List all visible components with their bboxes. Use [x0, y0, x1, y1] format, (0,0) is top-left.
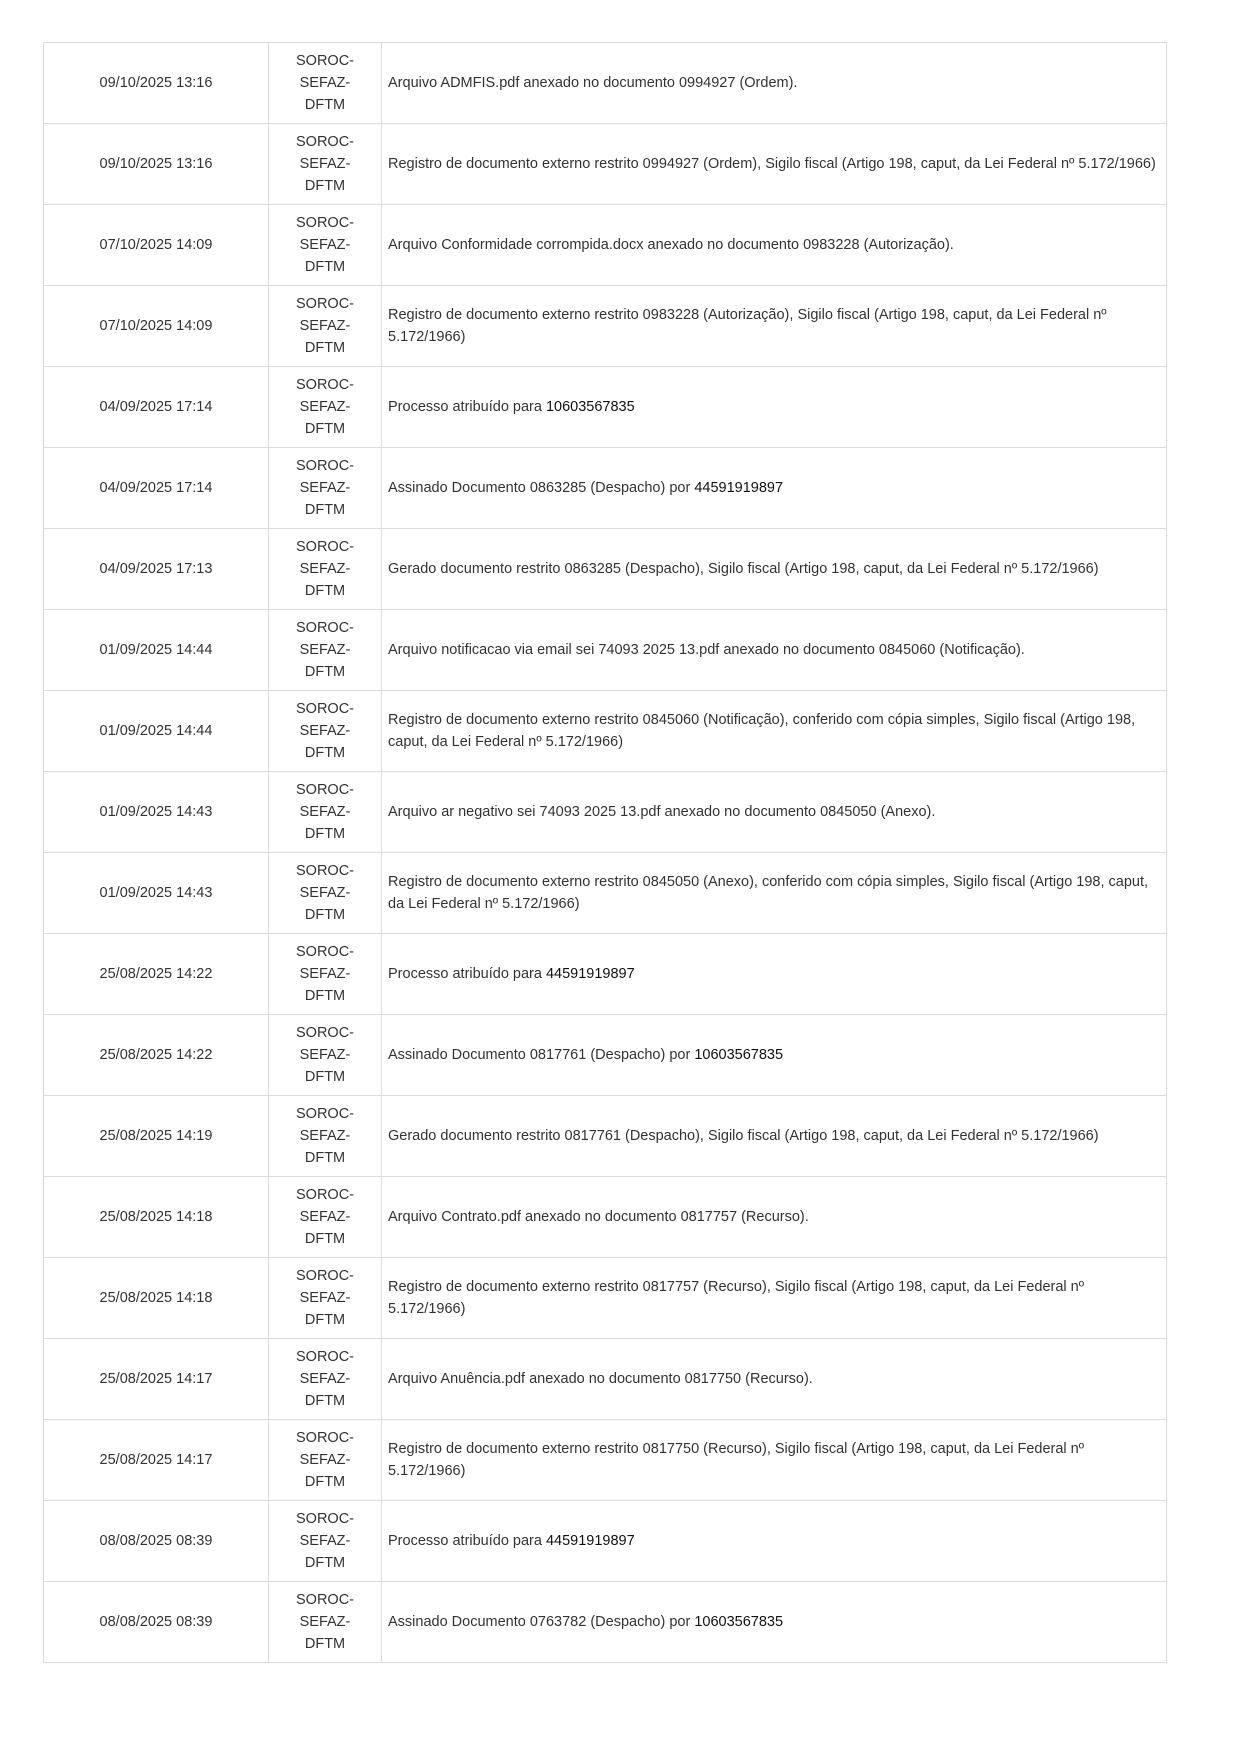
history-date-cell: 08/08/2025 08:39 — [44, 1582, 269, 1663]
history-unit-cell — [269, 1015, 382, 1096]
user-link[interactable]: 44591919897 — [545, 966, 635, 982]
history-unit-cell — [269, 1501, 382, 1582]
unit-line: DFTM — [304, 988, 346, 1004]
history-description-text: Arquivo Anuência.pdf anexado no documento 0817750 (Recurso). — [388, 1371, 813, 1387]
table-row — [44, 1096, 1167, 1177]
history-description-text: Gerado documento restrito 0817761 (Despacho), Sigilo fiscal (Artigo 198, caput, da Lei Federal nº 5.172/1966) — [388, 1128, 1099, 1144]
history-date-cell: 08/08/2025 08:39 — [44, 1501, 269, 1582]
history-description-text: Processo atribuído para — [388, 1533, 546, 1549]
history-date-cell: 25/08/2025 14:17 — [44, 1339, 269, 1420]
unit-line: SEFAZ- — [299, 318, 351, 334]
table-row — [44, 448, 1167, 529]
history-description-text: Registro de documento externo restrito 0983228 (Autorização), Sigilo fiscal (Artigo 198, caput, da Lei Federal nº 5.172/1966) — [388, 307, 1107, 345]
history-description-cell — [382, 934, 1167, 1015]
history-date-cell: 25/08/2025 14:18 — [44, 1177, 269, 1258]
unit-line: SEFAZ- — [299, 1209, 351, 1225]
unit-line: SEFAZ- — [299, 642, 351, 658]
history-description-cell — [382, 691, 1167, 772]
history-description-cell — [382, 529, 1167, 610]
history-description-text: Arquivo Conformidade corrompida.docx anexado no documento 0983228 (Autorização). — [388, 237, 954, 253]
history-description-cell — [382, 853, 1167, 934]
history-description-text: Registro de documento externo restrito 0845060 (Notificação), conferido com cópia simples, Sigilo fiscal (Artigo 198, caput, da Lei Federal nº 5.172/1966) — [388, 712, 1136, 750]
history-unit-cell — [269, 1177, 382, 1258]
history-description-cell — [382, 610, 1167, 691]
unit-line: SEFAZ- — [299, 480, 351, 496]
unit-line: DFTM — [304, 664, 346, 680]
unit-line: SOROC- — [296, 1187, 354, 1203]
unit-line: SEFAZ- — [299, 237, 351, 253]
history-description-text: Gerado documento restrito 0863285 (Despacho), Sigilo fiscal (Artigo 198, caput, da Lei Federal nº 5.172/1966) — [388, 561, 1099, 577]
history-date-cell: 25/08/2025 14:22 — [44, 1015, 269, 1096]
unit-line: SOROC- — [296, 1268, 354, 1284]
table-row — [44, 529, 1167, 610]
unit-line: DFTM — [304, 97, 346, 113]
history-description-cell — [382, 205, 1167, 286]
history-date-cell: 09/10/2025 13:16 — [44, 124, 269, 205]
user-link[interactable]: 10603567835 — [694, 1614, 784, 1630]
table-row — [44, 1015, 1167, 1096]
history-description-text: Assinado Documento 0763782 (Despacho) por — [388, 1614, 695, 1630]
history-unit-cell — [269, 934, 382, 1015]
history-unit-cell — [269, 43, 382, 124]
history-unit-cell — [269, 610, 382, 691]
history-unit-cell — [269, 529, 382, 610]
history-date-cell: 04/09/2025 17:14 — [44, 448, 269, 529]
unit-line: DFTM — [304, 1474, 346, 1490]
table-row — [44, 934, 1167, 1015]
history-description-text: Registro de documento externo restrito 0817757 (Recurso), Sigilo fiscal (Artigo 198, caput, da Lei Federal nº 5.172/1966) — [388, 1279, 1085, 1317]
table-row — [44, 853, 1167, 934]
history-date-cell: 25/08/2025 14:17 — [44, 1420, 269, 1501]
unit-line: SOROC- — [296, 1511, 354, 1527]
table-row — [44, 43, 1167, 124]
history-date-cell: 25/08/2025 14:19 — [44, 1096, 269, 1177]
unit-line: SEFAZ- — [299, 75, 351, 91]
unit-line: DFTM — [304, 259, 346, 275]
history-unit-cell — [269, 1258, 382, 1339]
table-row — [44, 1177, 1167, 1258]
unit-line: SOROC- — [296, 863, 354, 879]
table-row — [44, 610, 1167, 691]
table-row — [44, 1582, 1167, 1663]
history-date-cell: 01/09/2025 14:43 — [44, 772, 269, 853]
unit-line: DFTM — [304, 340, 346, 356]
history-description-text: Processo atribuído para — [388, 966, 546, 982]
history-description-cell — [382, 1582, 1167, 1663]
unit-line: SOROC- — [296, 701, 354, 717]
unit-line: DFTM — [304, 1555, 346, 1571]
history-date-cell: 01/09/2025 14:43 — [44, 853, 269, 934]
unit-line: DFTM — [304, 1069, 346, 1085]
table-row — [44, 1420, 1167, 1501]
history-date-cell: 25/08/2025 14:18 — [44, 1258, 269, 1339]
history-date-cell: 01/09/2025 14:44 — [44, 610, 269, 691]
unit-line: SOROC- — [296, 1349, 354, 1365]
user-link[interactable]: 44591919897 — [545, 1533, 635, 1549]
user-link[interactable]: 10603567835 — [694, 1047, 784, 1063]
history-description-text: Assinado Documento 0863285 (Despacho) por — [388, 480, 695, 496]
unit-line: SOROC- — [296, 458, 354, 474]
table-row — [44, 205, 1167, 286]
unit-line: DFTM — [304, 826, 346, 842]
unit-line: SEFAZ- — [299, 1047, 351, 1063]
history-unit-cell — [269, 1420, 382, 1501]
unit-line: DFTM — [304, 745, 346, 761]
unit-line: SOROC- — [296, 539, 354, 555]
unit-line: SOROC- — [296, 1106, 354, 1122]
history-description-cell — [382, 1258, 1167, 1339]
history-description-cell — [382, 1177, 1167, 1258]
history-description-cell — [382, 1015, 1167, 1096]
history-unit-cell — [269, 124, 382, 205]
history-description-cell — [382, 43, 1167, 124]
history-unit-cell — [269, 367, 382, 448]
unit-line: SEFAZ- — [299, 1371, 351, 1387]
unit-line: SOROC- — [296, 377, 354, 393]
unit-line: SOROC- — [296, 1430, 354, 1446]
unit-line: SOROC- — [296, 782, 354, 798]
unit-line: SOROC- — [296, 944, 354, 960]
history-date-cell: 07/10/2025 14:09 — [44, 205, 269, 286]
history-unit-cell — [269, 286, 382, 367]
table-row — [44, 124, 1167, 205]
history-date-cell: 09/10/2025 13:16 — [44, 43, 269, 124]
history-date-cell: 04/09/2025 17:14 — [44, 367, 269, 448]
unit-line: SOROC- — [296, 134, 354, 150]
history-description-text: Registro de documento externo restrito 0994927 (Ordem), Sigilo fiscal (Artigo 198, caput, da Lei Federal nº 5.172/1966) — [388, 156, 1156, 172]
unit-line: DFTM — [304, 1393, 346, 1409]
history-description-text: Arquivo notificacao via email sei 74093 2025 13.pdf anexado no documento 0845060 (Notificação). — [388, 642, 1025, 658]
history-description-text: Arquivo Contrato.pdf anexado no documento 0817757 (Recurso). — [388, 1209, 809, 1225]
unit-line: SEFAZ- — [299, 966, 351, 982]
history-description-text: Assinado Documento 0817761 (Despacho) por — [388, 1047, 695, 1063]
history-unit-cell — [269, 691, 382, 772]
history-unit-cell — [269, 853, 382, 934]
unit-line: SEFAZ- — [299, 1452, 351, 1468]
history-description-text: Arquivo ar negativo sei 74093 2025 13.pdf anexado no documento 0845050 (Anexo). — [388, 804, 936, 820]
table-row — [44, 772, 1167, 853]
unit-line: SOROC- — [296, 296, 354, 312]
unit-line: SEFAZ- — [299, 1128, 351, 1144]
history-description-cell — [382, 448, 1167, 529]
history-unit-cell — [269, 772, 382, 853]
unit-line: SEFAZ- — [299, 1614, 351, 1630]
unit-line: DFTM — [304, 1636, 346, 1652]
process-history-body — [44, 43, 1167, 1663]
table-row — [44, 691, 1167, 772]
history-date-cell: 04/09/2025 17:13 — [44, 529, 269, 610]
history-description-cell — [382, 1096, 1167, 1177]
process-history-table — [43, 42, 1167, 1663]
history-date-cell: 01/09/2025 14:44 — [44, 691, 269, 772]
history-description-text: Processo atribuído para — [388, 399, 546, 415]
history-date-cell: 07/10/2025 14:09 — [44, 286, 269, 367]
unit-line: SOROC- — [296, 1025, 354, 1041]
history-unit-cell — [269, 205, 382, 286]
history-description-text: Registro de documento externo restrito 0817750 (Recurso), Sigilo fiscal (Artigo 198, caput, da Lei Federal nº 5.172/1966) — [388, 1441, 1085, 1479]
history-unit-cell — [269, 448, 382, 529]
history-description-cell — [382, 772, 1167, 853]
table-row — [44, 367, 1167, 448]
user-link[interactable]: 10603567835 — [545, 399, 635, 415]
unit-line: SOROC- — [296, 53, 354, 69]
history-description-cell — [382, 286, 1167, 367]
history-unit-cell — [269, 1582, 382, 1663]
unit-line: DFTM — [304, 421, 346, 437]
history-description-cell — [382, 367, 1167, 448]
table-row — [44, 1258, 1167, 1339]
unit-line: SEFAZ- — [299, 885, 351, 901]
history-description-cell — [382, 1420, 1167, 1501]
unit-line: SEFAZ- — [299, 561, 351, 577]
history-description-text: Registro de documento externo restrito 0845050 (Anexo), conferido com cópia simples, Sigilo fiscal (Artigo 198, caput, da Lei Federal nº 5.172/1966) — [388, 874, 1149, 912]
history-description-cell — [382, 1339, 1167, 1420]
unit-line: DFTM — [304, 178, 346, 194]
unit-line: SOROC- — [296, 620, 354, 636]
unit-line: DFTM — [304, 1312, 346, 1328]
unit-line: DFTM — [304, 1150, 346, 1166]
unit-line: SOROC- — [296, 215, 354, 231]
unit-line: SOROC- — [296, 1592, 354, 1608]
unit-line: DFTM — [304, 907, 346, 923]
unit-line: SEFAZ- — [299, 723, 351, 739]
unit-line: SEFAZ- — [299, 1533, 351, 1549]
table-row — [44, 286, 1167, 367]
history-unit-cell — [269, 1096, 382, 1177]
user-link[interactable]: 44591919897 — [694, 480, 784, 496]
unit-line: DFTM — [304, 583, 346, 599]
history-description-cell — [382, 124, 1167, 205]
unit-line: SEFAZ- — [299, 804, 351, 820]
unit-line: SEFAZ- — [299, 1290, 351, 1306]
unit-line: DFTM — [304, 502, 346, 518]
history-date-cell: 25/08/2025 14:22 — [44, 934, 269, 1015]
table-row — [44, 1339, 1167, 1420]
history-description-cell — [382, 1501, 1167, 1582]
table-row — [44, 1501, 1167, 1582]
history-unit-cell — [269, 1339, 382, 1420]
unit-line: SEFAZ- — [299, 399, 351, 415]
unit-line: SEFAZ- — [299, 156, 351, 172]
history-description-text: Arquivo ADMFIS.pdf anexado no documento 0994927 (Ordem). — [388, 75, 798, 91]
unit-line: DFTM — [304, 1231, 346, 1247]
